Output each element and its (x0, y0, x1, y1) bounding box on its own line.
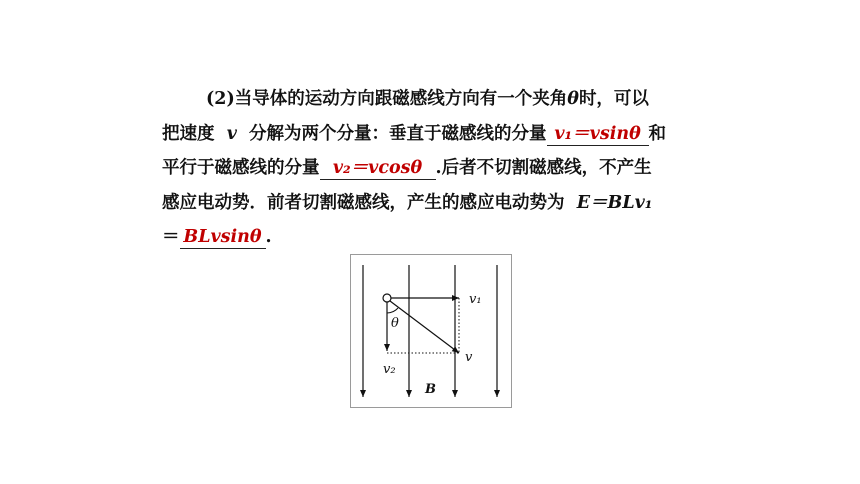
answer-blank-2 (320, 157, 436, 180)
velocity-symbol: v (226, 123, 237, 144)
paragraph (162, 82, 722, 255)
label-v2: v₂ (383, 362, 396, 377)
text-l5-pre: ＝ (162, 227, 180, 247)
text-l2-mid: 分解为两个分量：垂直于磁感线的分量 (249, 123, 547, 144)
text-l3-pre: 平行于磁感线的分量 (162, 158, 320, 178)
v-arrow (390, 301, 459, 353)
velocity-decomposition-figure (350, 254, 512, 408)
line-1 (162, 82, 722, 117)
text-l2-pre: 把速度 (162, 123, 215, 144)
answer-3: BLvsinθ (183, 227, 262, 247)
label-v: v (465, 350, 473, 365)
theta-symbol: θ (567, 89, 579, 109)
answer-blank-3 (180, 226, 266, 249)
figure-svg (351, 255, 511, 407)
label-v1: v₁ (469, 292, 482, 307)
answer-1: v₁＝vsinθ (554, 123, 641, 144)
line-4 (162, 186, 722, 221)
label-theta: θ (391, 316, 399, 331)
text-l1: (2)当导体的运动方向跟磁感线方向有一个夹角 (206, 89, 568, 109)
angle-arc (387, 308, 398, 313)
text-l5-tail: . (265, 227, 272, 247)
text-l2-tail: 和 (648, 123, 667, 144)
line-3 (162, 151, 722, 186)
answer-2: v₂＝vcosθ (332, 158, 423, 178)
emf-equation: E＝BLv₁ (576, 192, 653, 213)
line-5 (162, 220, 722, 255)
label-B: B (425, 382, 436, 397)
answer-blank-1 (547, 123, 649, 146)
text-l3-tail: .后者不切割磁感线，不产生 (435, 158, 652, 178)
text-l1-tail: 时，可以 (578, 89, 649, 109)
text-l4-pre: 感应电动势．前者切割磁感线，产生的感应电动势为 (162, 192, 565, 213)
line-2 (162, 117, 722, 152)
conductor-circle (383, 294, 391, 302)
